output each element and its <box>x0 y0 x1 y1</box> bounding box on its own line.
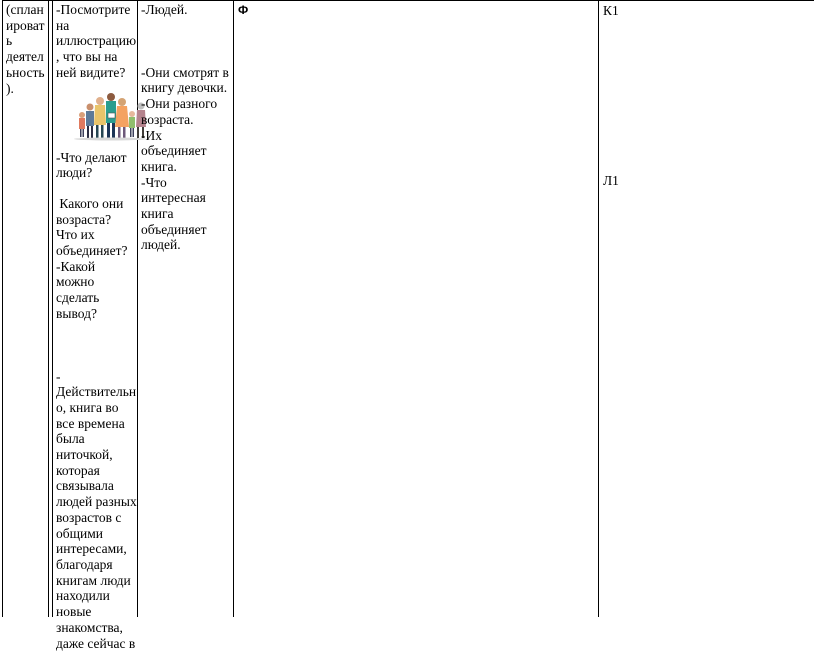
col2-conclusion-line: книгам люди <box>56 573 138 589</box>
col1-line: деятел <box>6 49 48 65</box>
column-divider-1 <box>48 0 49 617</box>
col3-answer-line: объединяет <box>141 222 233 238</box>
col4-cell <box>238 3 538 19</box>
col2-question-line: сделать <box>56 290 138 306</box>
table-left-border <box>2 0 3 617</box>
col3-cell <box>141 2 233 253</box>
col2-conclusion-line: - <box>56 369 138 385</box>
column-divider-4 <box>233 0 234 617</box>
col2-question-line: -Какой <box>56 259 138 275</box>
col3-answer-line: -Они смотрят в <box>141 65 233 81</box>
table-top-border <box>2 0 814 1</box>
column-divider-5 <box>598 0 599 617</box>
col2-conclusion-line: Действительн <box>56 384 138 400</box>
col5-cell-lower <box>603 173 803 189</box>
col2-question-line: Какого они <box>56 196 138 212</box>
col1-line: ироват <box>6 18 48 34</box>
col2-question-line: можно <box>56 274 138 290</box>
competence-label-k1: К1 <box>603 3 803 19</box>
col3-answer-line: книгу девочки. <box>141 80 233 96</box>
col2-conclusion-line: все времена <box>56 416 138 432</box>
col2-question-line: Что их <box>56 227 138 243</box>
col3-answer-line: интересная <box>141 190 233 206</box>
col1-cell <box>6 2 48 96</box>
col2-conclusion-line: людей разных <box>56 494 138 510</box>
col5-cell <box>603 3 803 19</box>
col2-conclusion-line: знакомства, <box>56 620 138 636</box>
col3-answer-line: возраста. <box>141 112 233 128</box>
col2-conclusion-line: новые <box>56 604 138 620</box>
col3-answer-line: книга. <box>141 159 233 175</box>
column-divider-2 <box>52 0 53 617</box>
col2-conclusion-line: даже сейчас в <box>56 636 138 651</box>
people-group-illustration-icon <box>70 87 150 142</box>
col2-conclusion-line: которая <box>56 463 138 479</box>
col2-intro-line: на <box>56 18 138 34</box>
col3-answer-line: -Они разного <box>141 96 233 112</box>
col2-conclusion-line: общими <box>56 526 138 542</box>
work-form-label: Ф <box>238 3 538 19</box>
col3-answer-line: людей. <box>141 237 233 253</box>
col1-line: ). <box>6 81 48 97</box>
col2-conclusion-line: связывала <box>56 478 138 494</box>
col2-conclusion-line: о, книга во <box>56 400 138 416</box>
col3-answer-line: объединяет <box>141 143 233 159</box>
col2-question-line: объединяет? <box>56 243 138 259</box>
col2-question-line: -Что делают <box>56 150 138 166</box>
col2-intro-line: , что вы на <box>56 49 138 65</box>
col3-first-answer: -Людей. <box>141 2 233 18</box>
col2-conclusion-line: была <box>56 431 138 447</box>
col2-conclusion-line: интересами, <box>56 541 138 557</box>
col2-conclusion-line: ниточкой, <box>56 447 138 463</box>
col1-line: ьность <box>6 65 48 81</box>
competence-label-l1: Л1 <box>603 173 803 189</box>
col2-intro-line: ней видите? <box>56 65 138 81</box>
col2-conclusion-line: находили <box>56 588 138 604</box>
col2-intro-line: иллюстрацию <box>56 33 138 49</box>
col3-answer-line: книга <box>141 206 233 222</box>
col2-conclusion-line: благодаря <box>56 557 138 573</box>
col2-question-line: люди? <box>56 165 138 181</box>
col3-answer-line: -Их <box>141 128 233 144</box>
col3-answer-line: -Что <box>141 175 233 191</box>
col2-conclusion-line: возрастов с <box>56 510 138 526</box>
col2-question-line: возраста? <box>56 212 138 228</box>
col1-line: (сплан <box>6 2 48 18</box>
col1-line: ь <box>6 33 48 49</box>
col2-question-line: вывод? <box>56 306 138 322</box>
col2-cell <box>56 2 138 651</box>
col2-intro-line: -Посмотрите <box>56 2 138 18</box>
